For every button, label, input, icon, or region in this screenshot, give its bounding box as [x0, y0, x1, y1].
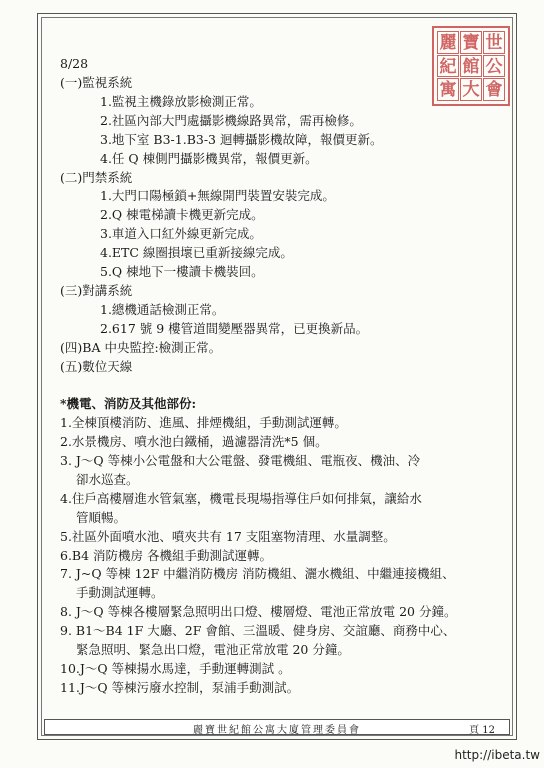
report-line: 4.住戶高樓層進水管氣塞，機電長現場指導住戶如何排氣，讓給水: [60, 490, 422, 506]
report-line: 1.監視主機錄放影檢測正常。: [100, 93, 262, 109]
report-line: 3.地下室 B3-1.B3-3 迴轉攝影機故障，報價更新。: [100, 131, 383, 147]
report-date: 8/28: [60, 56, 89, 71]
report-line: 8. J～Q 等棟各樓層緊急照明出口燈、樓層燈、電池正常放電 20 分鐘。: [60, 604, 457, 620]
report-line: 6.B4 消防機房 各機組手動測試運轉。: [60, 547, 273, 563]
report-line: 4.任 Q 棟側門攝影機異常，報價更新。: [100, 150, 318, 166]
report-line: (三)對講系統: [60, 282, 133, 298]
seal-char: 寓: [437, 78, 459, 101]
report-line: 手動測試運轉。: [76, 585, 164, 601]
page-footer: [44, 719, 510, 735]
report-line: 10.J～Q 等棟揚水馬達，手動運轉測試 。: [60, 660, 291, 676]
watermark-url: http://ibeta.tw: [454, 748, 540, 762]
report-line: 5.Q 棟地下一樓讀卡機裝回。: [100, 264, 264, 279]
report-line: 3. J～Q 等棟小公電盤和大公電盤、發電機組、電瓶夜、機油、冷: [60, 453, 421, 468]
report-line: 管順暢。: [76, 509, 127, 525]
seal-char: 世: [483, 31, 505, 54]
seal-char: 會: [483, 78, 505, 101]
report-line: 2.617 號 9 樓管道間變壓器異常，已更換新品。: [100, 320, 369, 336]
report-line: 緊急照明、緊急出口燈，電池正常放電 20 分鐘。: [76, 642, 350, 657]
report-line: (二)門禁系統: [60, 169, 133, 185]
footer-title: 麗寶世紀館公寓大廈管理委員會: [193, 725, 361, 736]
page-number: 頁 12: [469, 725, 495, 736]
report-line: 1.總機通話檢測正常。: [100, 301, 225, 317]
seal-char: 紀: [437, 55, 459, 78]
seal-char: 大: [460, 78, 482, 101]
report-line: 3.車道入口紅外線更新完成。: [100, 226, 262, 242]
report-line: 4.ETC 線圈損壞已重新接線完成。: [100, 245, 293, 261]
seal-char: 麗: [437, 31, 459, 54]
report-line: (一)監視系統: [60, 75, 133, 90]
report-line: 1.大門口陽極鎖+無線開門裝置安裝完成。: [100, 188, 335, 204]
red-seal-stamp: [432, 26, 510, 106]
report-line: 1.全棟頂樓消防、進風、排煙機組，手動測試運轉。: [60, 415, 347, 431]
report-line: 7. J~Q 等棟 12F 中繼消防機房 消防機組、灑水機組、中繼連接機組、: [60, 566, 455, 582]
section-heading: *機電、消防及其他部份:: [60, 396, 197, 412]
report-line: 11.J～Q 等棟污廢水控制，泵浦手動測試。: [60, 679, 300, 695]
report-line: 2.社區內部大門處攝影機線路異常，需再檢修。: [100, 112, 362, 128]
report-line: 卻水巡查。: [76, 471, 139, 487]
report-line: 2.Q 棟電梯讀卡機更新完成。: [100, 207, 264, 223]
seal-char: 公: [483, 55, 505, 78]
seal-char: 館: [460, 55, 482, 78]
seal-char: 寶: [460, 31, 482, 54]
report-line: 9. B1～B4 1F 大廳、2F 會館、三溫暖、健身房、交誼廳、商務中心、: [60, 623, 456, 639]
report-line: 2.水景機房、噴水池白鐵桶，過濾器清洗*5 個。: [60, 434, 328, 450]
report-line: (四)BA 中央監控:檢測正常。: [60, 339, 222, 355]
report-line: (五)數位天線: [60, 358, 133, 374]
report-line: 5.社區外面噴水池、噴夾共有 17 支阻塞物清理、水量調整。: [60, 528, 396, 544]
